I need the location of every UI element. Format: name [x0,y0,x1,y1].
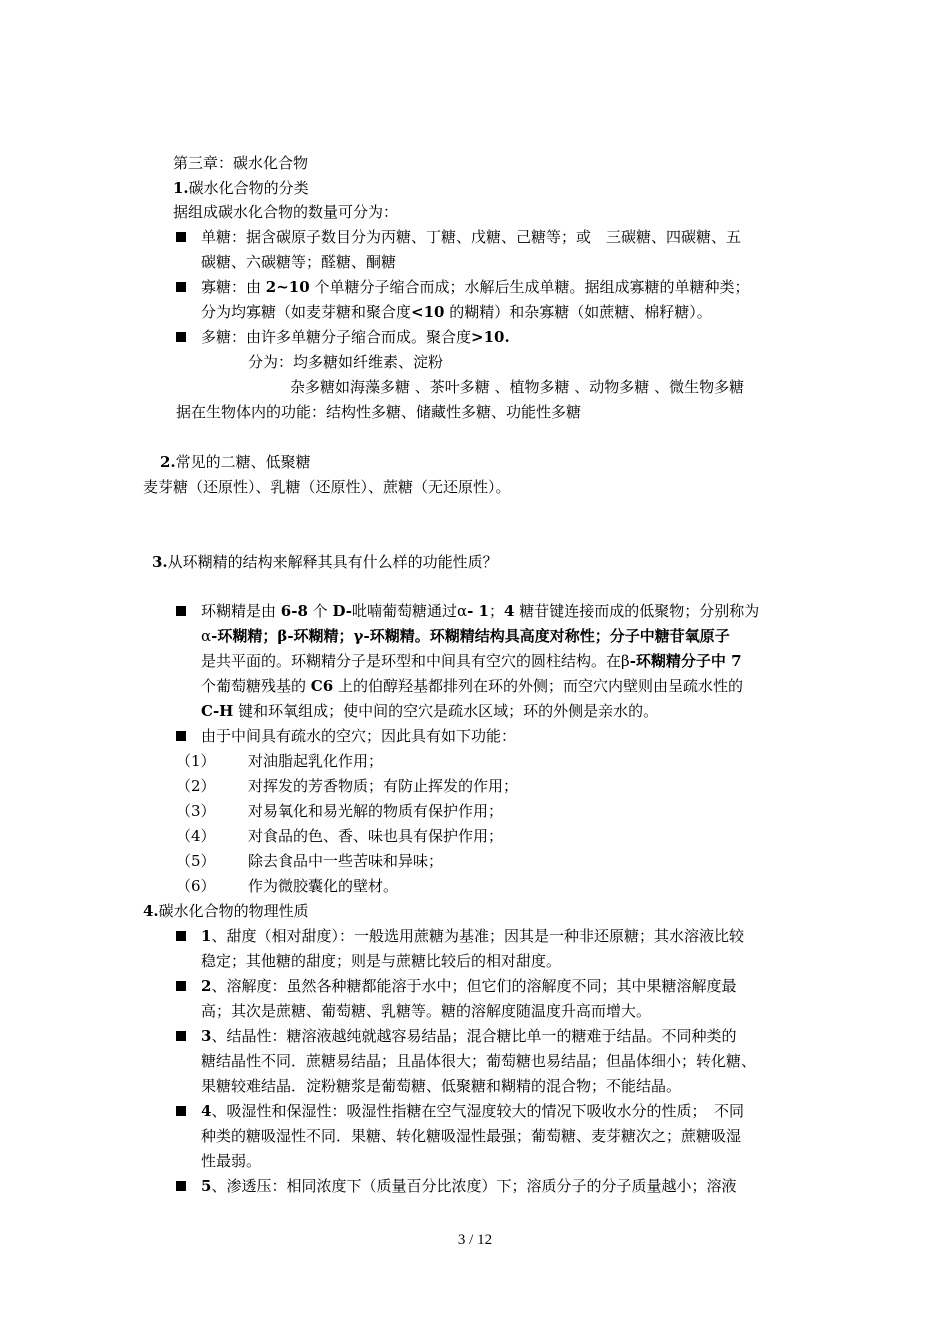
list-item-number: （1） [176,752,216,770]
list-item-number: （6） [176,877,216,895]
bullet-icon [176,232,186,242]
list-item: 对易氧化和易光解的物质有保护作用； [248,802,504,820]
bullet-icon [176,1181,186,1191]
section-4-heading: 4.碳水化合物的物理性质 [143,902,309,920]
list-item: 对食品的色、香、味也具有保护作用； [248,827,504,845]
section-2-heading: 2.常见的二糖、低聚糖 [160,453,311,471]
bullet-icon [176,981,186,991]
cd-line-3: 是共平面的。环糊精分子是环型和中间具有空穴的圆柱结构。在β-环糊精分子中 7 [201,652,742,670]
list-item-number: （5） [176,852,216,870]
oligo-line-1: 寡糖：由 2~10 个单糖分子缩合而成；水解后生成单糖。据组成寡糖的单糖种类； [201,278,750,296]
chapter-title: 第三章：碳水化合物 [173,154,309,172]
bullet-icon [176,282,186,292]
bullet-icon [176,1106,186,1116]
mono-line-2: 碳糖、六碳糖等；醛糖、酮糖 [201,253,397,271]
bullet-icon [176,1031,186,1041]
list-item: 对挥发的芳香物质；有防止挥发的作用； [248,777,519,795]
property-crystallinity-line-2: 糖结晶性不同．蔗糖易结晶；且晶体很大；葡萄糖也易结晶；但晶体细小；转化糖、 [201,1052,757,1070]
section-2-text: 麦芽糖（还原性）、乳糖（还原性）、蔗糖（无还原性）。 [143,478,511,496]
list-item: 除去食品中一些苦味和异味； [248,852,444,870]
section-1-heading: 1.碳水化合物的分类 [173,179,309,197]
bullet-icon [176,332,186,342]
section-3-heading: 3.从环糊精的结构来解释其具有什么样的功能性质？ [152,553,498,571]
property-hygroscopicity-line-1: 4、吸湿性和保湿性：吸湿性指糖在空气湿度较大的情况下吸收水分的性质； 不同 [201,1102,744,1120]
section-1-intro: 据组成碳水化合物的数量可分为： [173,203,399,221]
bullet-icon [176,606,186,616]
poly-line: 多糖：由许多单糖分子缩合而成。聚合度>10. [201,328,510,346]
bullet-icon [176,931,186,941]
list-item: 作为微胶囊化的壁材。 [248,877,399,895]
list-item-number: （4） [176,827,216,845]
cd-line-4: 个葡萄糖残基的 C6 上的伯醇羟基都排列在环的外侧；而空穴内壁则由呈疏水性的 [201,677,743,695]
cd-line-5: C-H 键和环氧组成；使中间的空穴是疏水区域；环的外侧是亲水的。 [201,702,659,720]
property-osmotic-line-1: 5、渗透压：相同浓度下（质量百分比浓度）下；溶质分子的分子质量越小；溶液 [201,1177,737,1195]
cd-function-intro: 由于中间具有疏水的空穴；因此具有如下功能： [201,727,517,745]
property-crystallinity-line-1: 3、结晶性：糖溶液越纯就越容易结晶；混合糖比单一的糖难于结晶。不同种类的 [201,1027,737,1045]
cd-line-1: 环糊精是由 6-8 个 D-吡喃葡萄糖通过α- 1；4 糖苷键连接而成的低聚物；分别称为 [201,602,760,620]
property-solubility-line-1: 2、溶解度：虽然各种糖都能溶于水中；但它们的溶解度不同；其中果糖溶解度最 [201,977,737,995]
list-item-number: （2） [176,777,216,795]
property-crystallinity-line-3: 果糖较难结晶．淀粉糖浆是葡萄糖、低聚糖和糊精的混合物；不能结晶。 [201,1077,682,1095]
function-line: 据在生物体内的功能：结构性多糖、储藏性多糖、功能性多糖 [176,403,582,421]
property-sweetness-line-2: 稳定；其他糖的甜度；则是与蔗糖比较后的相对甜度。 [201,952,562,970]
poly-split-2: 杂多糖如海藻多糖 、茶叶多糖 、植物多糖 、动物多糖 、微生物多糖 [290,378,745,396]
property-solubility-line-2: 高；其次是蔗糖、葡萄糖、乳糖等。糖的溶解度随温度升高而增大。 [201,1002,652,1020]
bullet-icon [176,731,186,741]
poly-split-1: 分为：均多糖如纤维素、淀粉 [248,353,444,371]
property-hygroscopicity-line-2: 种类的糖吸湿性不同．果糖、转化糖吸湿性最强；葡萄糖、麦芽糖次之；蔗糖吸湿 [201,1127,742,1145]
list-item: 对油脂起乳化作用； [248,752,384,770]
mono-line-1: 单糖：据含碳原子数目分为丙糖、丁糖、戊糖、己糖等；或 三碳糖、四碳糖、五 [201,228,742,246]
list-item-number: （3） [176,802,216,820]
page-number: 3 / 12 [457,1232,493,1248]
cd-line-2: α-环糊精；β-环糊精；γ-环糊精。环糊精结构具高度对称性；分子中糖苷氧原子 [201,627,730,645]
property-hygroscopicity-line-3: 性最弱。 [201,1152,262,1170]
oligo-line-2: 分为均寡糖（如麦芽糖和聚合度<10 的糊精）和杂寡糖（如蔗糖、棉籽糖）。 [201,303,712,321]
property-sweetness-line-1: 1、甜度（相对甜度）：一般选用蔗糖为基准；因其是一种非还原糖；其水溶液比较 [201,927,744,945]
